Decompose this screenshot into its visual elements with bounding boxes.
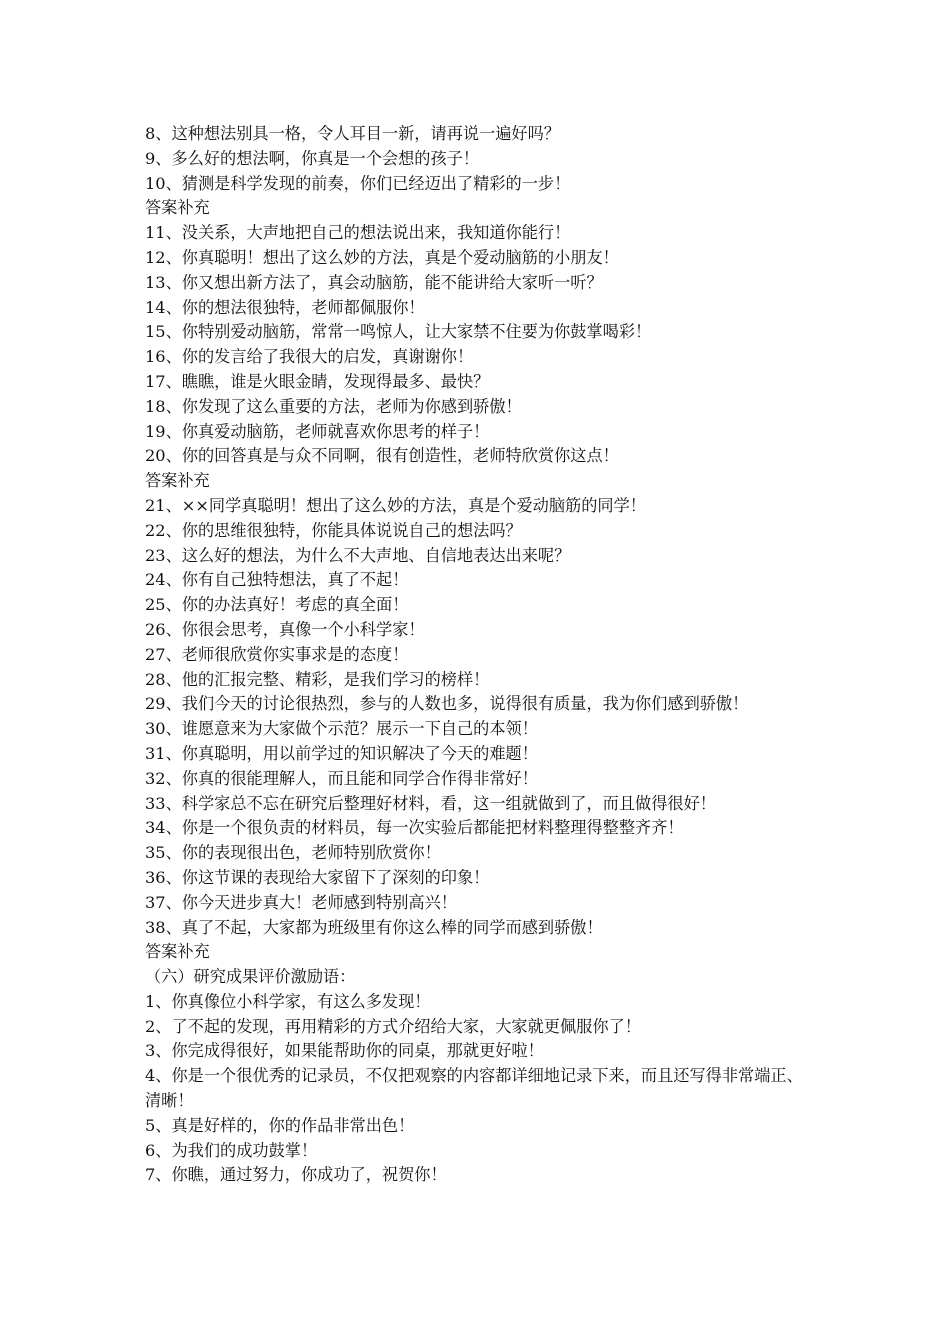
text-line: 29、我们今天的讨论很热烈，参与的人数也多，说得很有质量，我为你们感到骄傲！ [145, 694, 749, 714]
text-line: 6、为我们的成功鼓掌！ [145, 1140, 318, 1160]
text-line: 32、你真的很能理解人，而且能和同学合作得非常好！ [145, 768, 538, 788]
text-line: 34、你是一个很负责的材料员，每一次实验后都能把材料整理得整整齐齐！ [145, 818, 684, 838]
text-line: 8、这种想法别具一格，令人耳目一新，请再说一遍好吗？ [145, 124, 560, 143]
text-line: 10、猜测是科学发现的前奏，你们已经迈出了精彩的一步！ [145, 173, 571, 193]
text-line: 33、科学家总不忘在研究后整理好材料，看，这一组就做到了，而且做得很好！ [145, 793, 716, 813]
text-line: 12、你真聪明！想出了这么妙的方法，真是个爱动脑筋的小朋友！ [145, 247, 619, 267]
text-line: 16、你的发言给了我很大的启发，真谢谢你！ [145, 347, 474, 367]
text-line: 36、你这节课的表现给大家留下了深刻的印象！ [145, 867, 490, 887]
text-line: 24、你有自己独特想法，真了不起！ [145, 570, 409, 590]
text-line: 30、谁愿意来为大家做个示范？展示一下自己的本领！ [145, 719, 538, 739]
text-line: 35、你的表现很出色，老师特别欣赏你！ [145, 843, 441, 863]
text-line: 26、你很会思考，真像一个小科学家！ [145, 619, 425, 639]
text-line: 1、你真像位小科学家，有这么多发现！ [145, 991, 431, 1011]
text-line: 38、真了不起，大家都为班级里有你这么棒的同学而感到骄傲！ [145, 917, 603, 937]
text-line: 4、你是一个很优秀的记录员，不仅把观察的内容都详细地记录下来，而且还写得非常端正、清晰！ [145, 1066, 803, 1111]
text-line: 18、你发现了这么重要的方法，老师为你感到骄傲！ [145, 396, 522, 416]
text-line: 13、你又想出新方法了，真会动脑筋，能不能讲给大家听一听？ [145, 272, 603, 292]
text-line: 28、他的汇报完整、精彩，是我们学习的榜样！ [145, 669, 490, 689]
text-line: 19、你真爱动脑筋，老师就喜欢你思考的样子！ [145, 421, 490, 441]
text-line: 23、这么好的想法，为什么不大声地、自信地表达出来呢？ [145, 545, 571, 565]
text-line: 2、了不起的发现，再用精彩的方式介绍给大家，大家就更佩服你了！ [145, 1016, 641, 1036]
text-line: 9、多么好的想法啊，你真是一个会想的孩子！ [145, 148, 480, 168]
text-line: （六）研究成果评价激励语： [145, 967, 356, 987]
text-line: 11、没关系，大声地把自己的想法说出来，我知道你能行！ [145, 223, 571, 243]
text-line: 31、你真聪明，用以前学过的知识解决了今天的难题！ [145, 743, 538, 763]
text-line: 22、你的思维很独特，你能具体说说自己的想法吗？ [145, 520, 522, 540]
text-line: 3、你完成得很好，如果能帮助你的同桌，那就更好啦！ [145, 1041, 544, 1061]
text-line: 14、你的想法很独特，老师都佩服你！ [145, 297, 425, 317]
text-line: 21、××同学真聪明！想出了这么妙的方法，真是个爱动脑筋的同学！ [145, 495, 646, 515]
text-line: 5、真是好样的，你的作品非常出色！ [145, 1115, 415, 1135]
text-line: 答案补充 [145, 198, 210, 218]
text-line: 20、你的回答真是与众不同啊，很有创造性，老师特欣赏你这点！ [145, 446, 619, 466]
text-line: 25、你的办法真好！考虑的真全面！ [145, 595, 409, 615]
text-line: 37、你今天进步真大！老师感到特别高兴！ [145, 892, 457, 912]
document-body [145, 122, 817, 1188]
text-line: 答案补充 [145, 471, 210, 491]
text-line: 27、老师很欣赏你实事求是的态度！ [145, 644, 409, 664]
text-line: 7、你瞧，通过努力，你成功了，祝贺你！ [145, 1165, 447, 1185]
text-line: 答案补充 [145, 942, 210, 962]
text-line: 17、瞧瞧，谁是火眼金睛，发现得最多、最快？ [145, 371, 490, 391]
text-line: 15、你特别爱动脑筋，常常一鸣惊人，让大家禁不住要为你鼓掌喝彩！ [145, 322, 652, 342]
